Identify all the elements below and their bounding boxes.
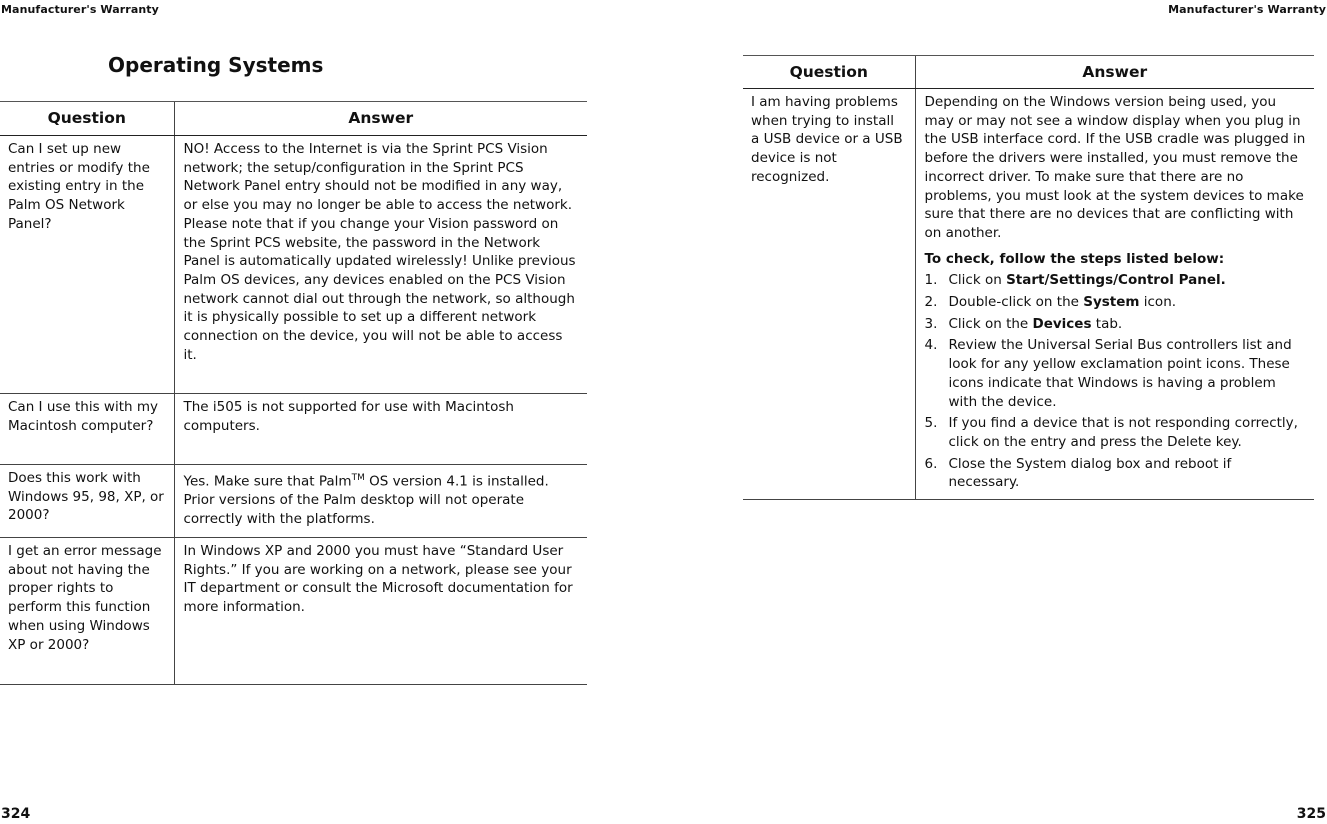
answer-cell	[174, 465, 587, 538]
running-header-right: Manufacturer's Warranty	[1168, 3, 1326, 16]
list-item	[925, 293, 1307, 312]
step-number: 5.	[924, 415, 938, 432]
column-header-answer: Answer	[174, 102, 587, 136]
step-number: 1.	[924, 272, 938, 289]
running-header-left: Manufacturer's Warranty	[1, 3, 159, 16]
step-text: If you find a device that is not responding correctly, click on the entry and press the Delete key.	[948, 415, 1298, 450]
page-number-left: 324	[1, 806, 31, 822]
table-row	[743, 89, 1314, 500]
answer-cell: In Windows XP and 2000 you must have “Standard User Rights.” If you are working on a network, please see your IT department or consult the Microsoft documentation for more information.	[174, 538, 587, 685]
page-number-right: 325	[1296, 806, 1326, 822]
question-cell: I get an error message about not having the proper rights to perform this function when using Windows XP or 2000?	[0, 538, 174, 685]
question-cell: Does this work with Windows 95, 98, XP, or 2000?	[0, 465, 174, 538]
step-text: Close the System dialog box and reboot if necessary.	[948, 455, 1232, 491]
table-header-row	[743, 56, 1314, 89]
step-text-bold: Start/Settings/Control Panel.	[1006, 272, 1226, 289]
step-text-bold: Devices	[1032, 315, 1092, 332]
column-header-answer: Answer	[915, 56, 1314, 89]
question-cell: Can I set up new entries or modify the existing entry in the Palm OS Network Panel?	[0, 136, 174, 394]
step-text-post: icon.	[1139, 294, 1177, 311]
step-text-pre: Click on	[948, 272, 1007, 289]
step-number: 2.	[924, 294, 938, 311]
step-text-pre: Click on the	[948, 315, 1033, 332]
step-number: 3.	[924, 315, 938, 332]
list-item	[925, 336, 1307, 411]
faq-table-right	[743, 55, 1314, 500]
table-row	[0, 394, 587, 465]
table-header-row	[0, 102, 587, 136]
step-number: 4.	[924, 337, 938, 354]
step-text: Review the Universal Serial Bus controllers list and look for any yellow exclamation point icons. These icons indicate that Windows is having a problem with the device.	[948, 337, 1292, 410]
step-text-post: tab.	[1091, 315, 1123, 332]
list-item	[925, 315, 1307, 334]
table-row	[0, 465, 587, 538]
step-text	[949, 293, 1307, 312]
answer-cell: NO! Access to the Internet is via the Sprint PCS Vision network; the setup/configuration in the Sprint PCS Network Panel entry should not be modified in any way, or else you may no longer be able to access the network. Please note that if you change your Vision password on the Sprint PCS website, the password in the Network Panel is automatically updated wirelessly! Unlike previous Palm OS devices, any devices enabled on the PCS Vision network cannot dial out through the network, so although it is physically possible to set up a different network connection on the device, you will not be able to access it.	[174, 136, 587, 394]
step-text	[949, 315, 1307, 334]
list-item	[925, 414, 1307, 451]
steps-list	[925, 271, 1307, 492]
answer-text-pre: Yes. Make sure that Palm	[183, 473, 352, 490]
table-row	[0, 136, 587, 394]
faq-table-left	[0, 101, 587, 685]
column-header-question: Question	[743, 56, 915, 89]
step-text-pre: Double-click on the	[948, 294, 1084, 311]
column-header-question: Question	[0, 102, 174, 136]
step-number: 6.	[924, 455, 938, 472]
answer-cell: The i505 is not supported for use with Macintosh computers.	[174, 394, 587, 465]
list-item	[925, 455, 1307, 492]
answer-cell	[915, 89, 1314, 500]
question-cell: Can I use this with my Macintosh computer?	[0, 394, 174, 465]
step-text-bold: System	[1083, 294, 1140, 311]
question-cell: I am having problems when trying to install a USB device or a USB device is not recognized.	[743, 89, 915, 500]
answer-text-post: OS version 4.1 is installed. Prior versions of the Palm desktop will not operate correctly with the platforms.	[183, 473, 549, 527]
list-item	[925, 271, 1307, 290]
step-text	[949, 271, 1307, 290]
section-title: Operating Systems	[108, 53, 324, 77]
trademark-superscript: TM	[351, 473, 365, 483]
steps-heading: To check, follow the steps listed below:	[924, 250, 1225, 267]
answer-intro: Depending on the Windows version being used, you may or may not see a window display when you plug in the USB interface cord. If the USB cradle was plugged in before the drivers were installed, you must remove the incorrect driver. To make sure that there are no problems, you must look at the system devices to make sure that there are no devices that are conflicting with on another.	[924, 94, 1306, 241]
table-row	[0, 538, 587, 685]
